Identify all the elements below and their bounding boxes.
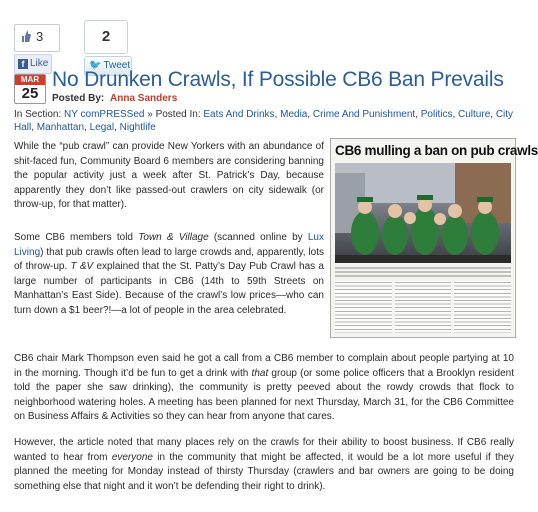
- article-meta: In Section: NY comPRESSed » Posted In: Eats And Drinks, Media, Crime And Punishment, Politics, Culture, City Hall, Manhattan, Legal, Nightlife: [14, 109, 514, 133]
- tweet-count: 2: [84, 20, 128, 54]
- tweet-label: Tweet: [103, 60, 131, 71]
- date-month: MAR: [15, 75, 45, 85]
- facebook-like-count: [14, 24, 60, 52]
- article-title[interactable]: No Drunken Crawls, If Possible CB6 Ban Prevails: [52, 68, 504, 91]
- category-link[interactable]: Crime And Punishment: [312, 109, 416, 120]
- posted-by-label: Posted By:: [52, 93, 105, 104]
- byline: [52, 93, 177, 104]
- category-link[interactable]: Media: [280, 109, 308, 120]
- publication-name: T &V: [70, 261, 94, 273]
- category-link[interactable]: Legal: [89, 122, 115, 133]
- category-link[interactable]: Culture: [458, 109, 491, 120]
- posted-in-label: » Posted In:: [147, 109, 201, 120]
- date-day: 25: [21, 85, 39, 102]
- text-run: (scanned online by: [208, 232, 308, 243]
- twitter-bird-icon: 🐦: [89, 60, 102, 71]
- facebook-like-label: Like: [30, 58, 49, 69]
- text-run: explained that the St. Patty’s Day Pub Crawl has a large number of participants in CB6 (14th to 59th Streets on Manhattan’s East Side). Because of the crawl’s low prices—who can turn down a $1 beer?!—a lot of people in the area celebrated.: [14, 261, 324, 316]
- category-link[interactable]: Nightlife: [119, 122, 156, 133]
- text-run: Some CB6 members told: [14, 232, 139, 243]
- clipping-photo: [335, 163, 511, 263]
- author-name[interactable]: Anna Sanders: [110, 93, 178, 104]
- publication-name: Town & Village: [138, 232, 209, 243]
- category-link[interactable]: Manhattan: [36, 122, 85, 133]
- facebook-f-icon: f: [18, 59, 28, 69]
- emphasis: everyone: [111, 451, 153, 463]
- facebook-count-value: 3: [36, 29, 44, 44]
- article-paragraph: [14, 231, 324, 319]
- section-link[interactable]: NY comPRESSed: [64, 109, 145, 120]
- section-label: In Section:: [14, 109, 62, 120]
- clipping-text-columns: [335, 281, 511, 333]
- text-run: However, the article noted that many places rely on the crawls for their ability to boost business. If CB6 really wanted to hear from: [14, 437, 514, 463]
- thumbs-up-icon: [21, 30, 31, 43]
- category-link[interactable]: Politics: [420, 109, 453, 120]
- clipping-caption-lines: [335, 266, 511, 278]
- article-paragraph: [14, 352, 514, 425]
- text-run: ) that pub crawls often lead to large crowds and, apparently, lots of throw-up.: [14, 246, 324, 273]
- facebook-like-button[interactable]: [14, 54, 52, 74]
- category-link[interactable]: City Hall: [14, 109, 514, 133]
- calendar-icon: [14, 74, 46, 104]
- clipping-headline: CB6 mulling a ban on pub crawls: [335, 143, 538, 158]
- text-run: group (or some police officers that a Brooklyn resident told the paper she saw drinking), the community is pretty peeved about the rowdy crowds that flock to neighborhood watering holes. A meeting has been planned for next Thursday, March 31, for the CB6 Committee on Business Affairs & Activities so they can hear from anyone that cares.: [14, 367, 514, 423]
- article-paragraph: While the “pub crawl” can provide New Yorkers with an abundance of shit-faced fun, Community Board 6 members are considering banning the popular activity just a week after St. Patrick’s Day, because apparently they don’t like passed-out crawlers on city sidewalk (or throw-up, for that matter).: [14, 141, 324, 211]
- newspaper-clipping-image: [330, 138, 538, 338]
- emphasis: that: [251, 367, 269, 379]
- text-run: CB6 chair Mark Thompson even said he got a call from a CB6 member to complain about people partying at 10 in the morning. Though it’d be fun to get a drink with: [14, 353, 514, 379]
- article-paragraph: [14, 436, 514, 494]
- text-run: in the community that might be affected, it would be a lot more useful if they planned the meeting for Monday instead of thirsty Thursday (crawlers and bar owners are going to be doing something else that night and it won’t be defending their right to drink).: [14, 451, 514, 492]
- category-link[interactable]: Eats And Drinks: [203, 109, 275, 120]
- lux-living-link[interactable]: Lux Living: [14, 232, 324, 258]
